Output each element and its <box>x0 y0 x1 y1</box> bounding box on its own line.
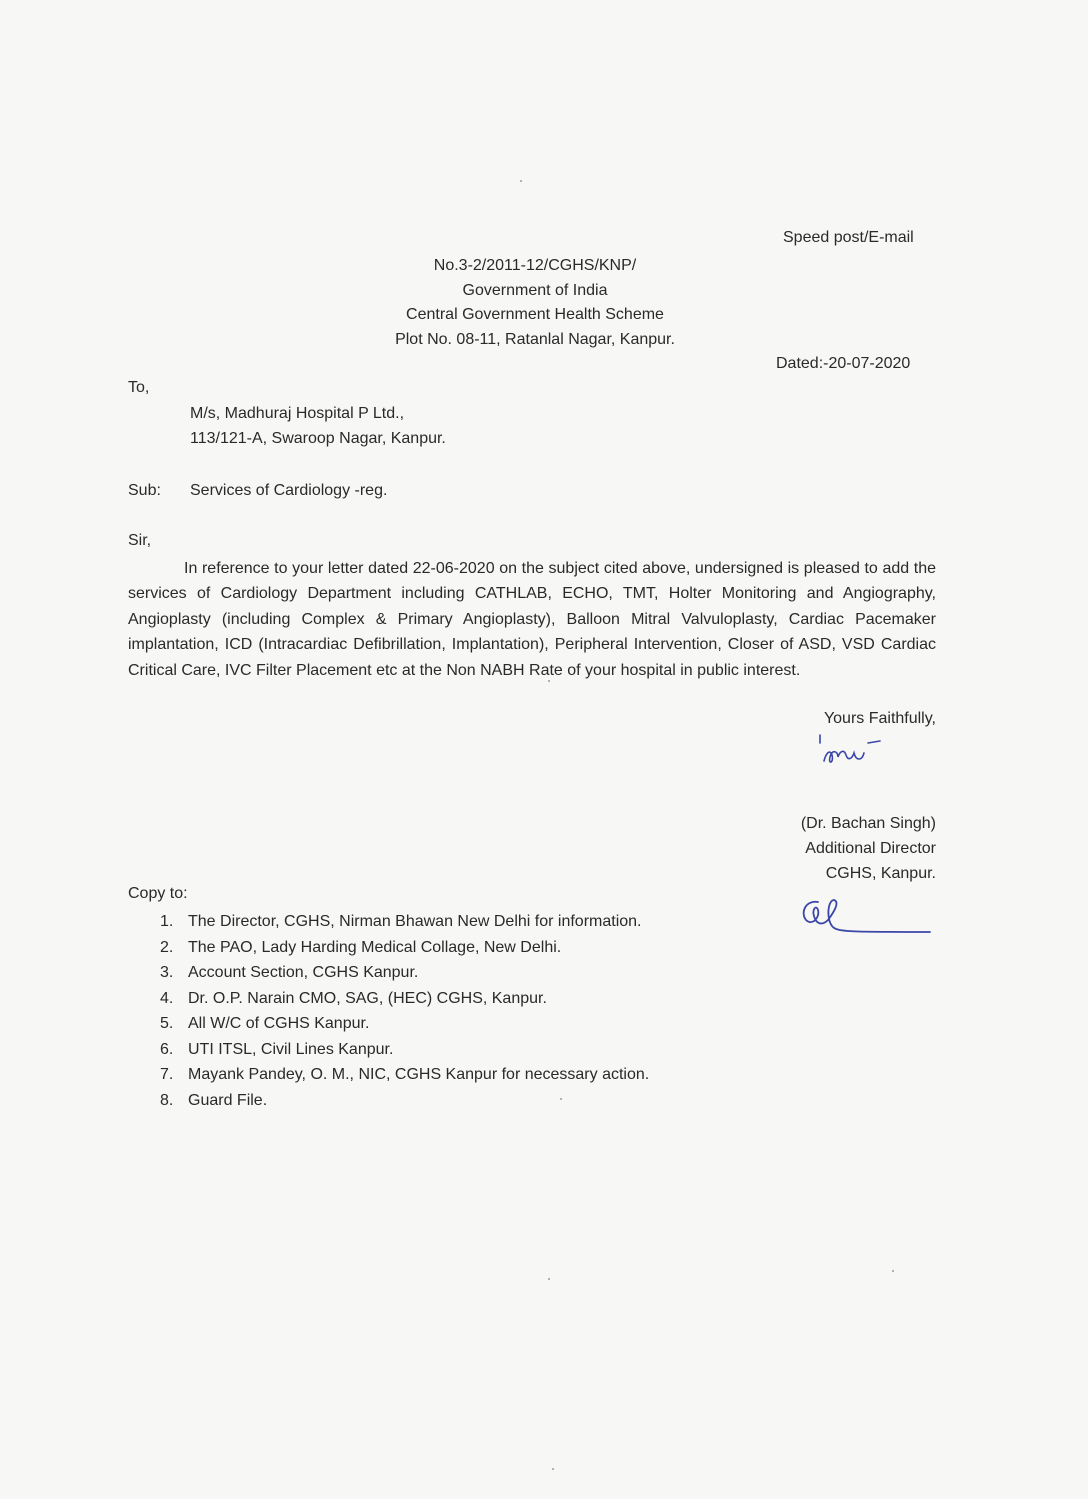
scan-speck <box>892 1270 894 1272</box>
to-label: To, <box>128 379 150 396</box>
list-item: 5. All W/C of CGHS Kanpur. <box>160 1015 370 1032</box>
copy-to-list <box>160 909 649 1113</box>
scan-speck <box>552 1468 554 1470</box>
signatory-office: CGHS, Kanpur. <box>825 865 936 882</box>
initials-mark <box>790 890 940 942</box>
subject-label: Sub: <box>128 482 161 499</box>
list-item: 7. Mayank Pandey, O. M., NIC, CGHS Kanpur for necessary action. <box>160 1066 650 1083</box>
valediction: Yours Faithfully, <box>823 710 936 727</box>
list-item: 4. Dr. O.P. Narain CMO, SAG, (HEC) CGHS, Kanpur. <box>160 989 547 1007</box>
body-text: In reference to your letter dated 22-06-2020 on the subject cited above, undersigned is pleased to add the services of Cardiology Department including CATHLAB, ECHO, TMT, Holter Monitoring and Angiography, Angioplasty (including Complex & Primary Angioplasty), Balloon Mitral Valvuloplasty, Cardiac Pacemaker implantation, ICD (Intracardiac Defibrillation, Implantation), Peripheral Intervention, Closer of ASD, VSD Cardiac Critical Care, IVC Filter Placement etc at the Non NABH Rate of your hospital in public interest. <box>128 560 936 679</box>
list-item: 1. The Director, CGHS, Nirman Bhawan New Delhi for information. <box>160 913 642 930</box>
recipient-address: 113/121-A, Swaroop Nagar, Kanpur. <box>190 430 446 447</box>
scan-speck <box>548 1278 550 1280</box>
copy-to-label: Copy to: <box>128 885 188 902</box>
scan-speck <box>520 180 522 182</box>
dispatch-mode: Speed post/E-mail <box>783 229 914 246</box>
list-item: 8. Guard File. <box>160 1091 268 1109</box>
letter-date: Dated:-20-07-2020 <box>776 355 911 372</box>
scan-speck <box>548 680 550 682</box>
signatory-designation: Additional Director <box>805 840 936 857</box>
signature-mark <box>808 731 938 775</box>
list-item: 2. The PAO, Lady Harding Medical Collage, New Delhi. <box>160 938 562 956</box>
subject-text: Services of Cardiology -reg. <box>190 482 388 499</box>
scheme-name: Central Government Health Scheme <box>406 306 664 323</box>
reference-number: No.3-2/2011-12/CGHS/KNP/ <box>433 257 637 274</box>
signatory-name: (Dr. Bachan Singh) <box>800 815 936 832</box>
scan-speck <box>560 1098 562 1100</box>
office-address: Plot No. 08-11, Ratanlal Nagar, Kanpur. <box>395 330 675 348</box>
recipient-name: M/s, Madhuraj Hospital P Ltd., <box>190 405 405 422</box>
government-name: Government of India <box>462 281 608 299</box>
letterhead <box>330 254 740 352</box>
salutation: Sir, <box>128 532 152 549</box>
list-item: 3. Account Section, CGHS Kanpur. <box>160 964 419 981</box>
body-paragraph <box>128 556 936 683</box>
list-item: 6. UTI ITSL, Civil Lines Kanpur. <box>160 1040 394 1058</box>
